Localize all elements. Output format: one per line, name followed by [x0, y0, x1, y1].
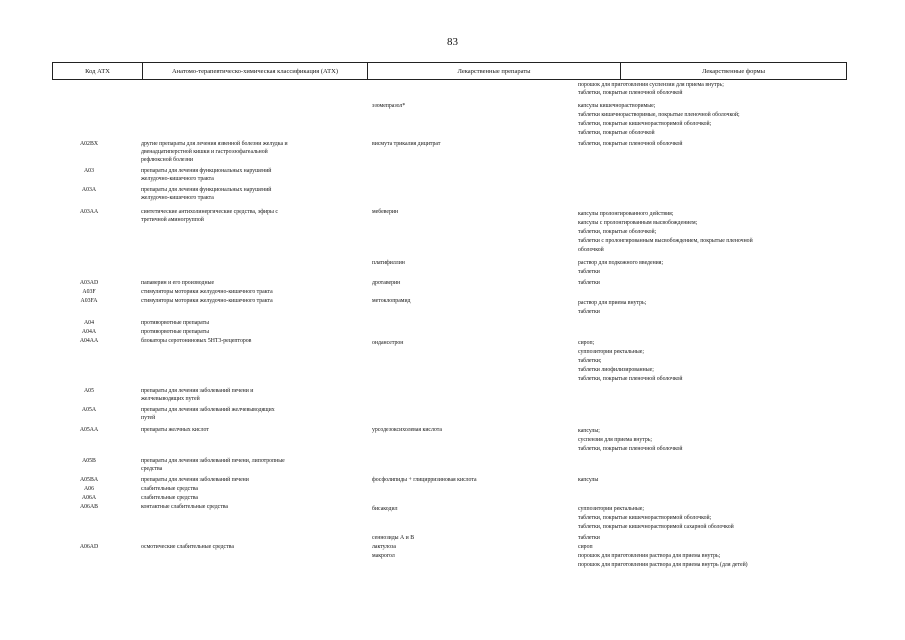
atc-code: A04AA	[79, 338, 99, 344]
atc-code: A03F	[82, 289, 96, 295]
form-line: таблетки с пролонгированным высвобождением, покрытые пленочной	[578, 238, 753, 244]
drug-name: урсодезоксихолевая кислота	[372, 427, 442, 433]
classification-line: блокаторы серотониновых 5HT3-рецепторов	[141, 338, 252, 344]
drug-name: висмута трикалия дицитрат	[372, 141, 441, 147]
drug-name: фосфолипиды + глицирризиновая кислота	[372, 477, 477, 483]
form-line: таблетки, покрытые оболочкой;	[578, 229, 657, 235]
atc-code: A02BX	[79, 141, 99, 147]
form-line: оболочкой	[578, 247, 604, 253]
classification-line: другие препараты для лечения язвенной болезни желудка и	[141, 141, 288, 147]
atc-code: A06	[84, 486, 94, 492]
atc-code: A03FA	[80, 298, 98, 304]
form-line: таблетки;	[578, 358, 602, 364]
drug-name: платифиллин	[372, 260, 405, 266]
form-line: сироп	[578, 544, 593, 550]
classification-line: противорвотные препараты	[141, 329, 210, 335]
form-line: таблетки, покрытые оболочкой	[578, 130, 655, 136]
classification-line: стимуляторы моторики желудочно-кишечного тракта	[141, 289, 273, 295]
classification-line: слабительные средства	[141, 495, 199, 501]
classification-line: препараты для лечения функциональных нарушений	[141, 168, 272, 174]
form-line: таблетки	[578, 269, 600, 275]
classification-line: папаверин и его производные	[141, 280, 215, 286]
classification-line: препараты для лечения заболеваний печени, липотропные	[141, 458, 285, 464]
atc-code: A05BA	[79, 477, 99, 483]
atc-code: A06AD	[79, 544, 99, 550]
header-forms: Лекарственные формы	[701, 67, 765, 75]
form-line: сироп;	[578, 340, 595, 346]
atc-code: A04	[84, 320, 94, 326]
atc-code: A03AA	[79, 209, 99, 215]
header-drugs: Лекарственные препараты	[368, 63, 621, 79]
form-line: раствор для приема внутрь;	[578, 300, 647, 306]
form-line: суппозитории ректальные;	[578, 506, 644, 512]
drug-name: лактулоза	[372, 544, 396, 550]
form-line: таблетки, покрытые пленочной оболочкой	[578, 446, 683, 452]
atc-code: A06A	[81, 495, 97, 501]
form-line: таблетки, покрытые кишечнорастворимой оболочкой;	[578, 121, 712, 127]
classification-line: противорвотные препараты	[141, 320, 210, 326]
form-line: капсулы;	[578, 428, 600, 434]
header-classification: Анатомо-терапевтическо-химическая классификация (АТХ)	[143, 63, 368, 79]
classification-line: двенадцатиперстной кишки и гастроэзофагеальной	[141, 149, 268, 155]
drug-name: мебеверин	[372, 209, 399, 215]
classification-line: препараты для лечения заболеваний печени и	[141, 388, 254, 394]
form-line: таблетки, покрытые кишечнорастворимой сахарной оболочкой	[578, 524, 734, 530]
classification-line: стимуляторы моторики желудочно-кишечного тракта	[141, 298, 273, 304]
classification-line: препараты для лечения функциональных нарушений	[141, 187, 272, 193]
table-header	[52, 62, 847, 80]
form-line: таблетки кишечнорастворимые, покрытые пленочной оболочкой;	[578, 112, 740, 118]
drug-name: бисакодил	[372, 506, 398, 512]
classification-line: осмотические слабительные средства	[141, 544, 234, 550]
form-line: таблетки, покрытые пленочной оболочкой	[578, 90, 683, 96]
form-line: таблетки лиофилизированные;	[578, 367, 654, 373]
atc-code: A03A	[81, 187, 97, 193]
atc-code: A04A	[81, 329, 97, 335]
drug-name: эзомепразол*	[372, 103, 406, 109]
drug-name: макрогол	[372, 553, 395, 559]
classification-line: препараты для лечения заболеваний печени	[141, 477, 249, 483]
drug-name: дротаверин	[372, 280, 401, 286]
form-line: раствор для подкожного введения;	[578, 260, 664, 266]
classification-line: рефлюксной болезни	[141, 157, 193, 163]
form-line: суспензия для приема внутрь;	[578, 437, 653, 443]
classification-line: путей	[141, 415, 156, 421]
atc-code: A03AD	[79, 280, 99, 286]
form-line: таблетки	[578, 280, 600, 286]
drug-name: сеннозиды А и В	[372, 535, 415, 541]
atc-code: A03	[84, 168, 94, 174]
classification-line: средства	[141, 466, 163, 472]
form-line: таблетки	[578, 309, 600, 315]
atc-code: A05B	[82, 458, 96, 464]
header-code: Код АТХ	[53, 63, 143, 79]
atc-code: A06AB	[79, 504, 99, 510]
form-line: таблетки, покрытые кишечнорастворимой оболочкой;	[578, 515, 712, 521]
classification-line: препараты для лечения заболеваний желчевыводящих	[141, 407, 275, 413]
form-line: таблетки, покрытые пленочной оболочкой	[578, 376, 683, 382]
classification-line: третичной аминогруппой	[141, 217, 204, 223]
drug-name: метоклопрамид	[372, 298, 411, 304]
atc-code: A05AA	[79, 427, 99, 433]
form-line: порошок для приготовления суспензии для приема внутрь;	[578, 82, 724, 88]
classification-line: желудочно-кишечного тракта	[141, 195, 214, 201]
atc-code: A05	[84, 388, 94, 394]
classification-line: желчевыводящих путей	[141, 396, 200, 402]
drug-name: ондансетрон	[372, 340, 404, 346]
form-line: таблетки	[578, 535, 600, 541]
form-line: суппозитории ректальные;	[578, 349, 644, 355]
classification-line: контактные слабительные средства	[141, 504, 229, 510]
atc-code: A05A	[81, 407, 97, 413]
form-line: капсулы	[578, 477, 599, 483]
classification-line: желудочно-кишечного тракта	[141, 176, 214, 182]
form-line: капсулы кишечнорастворимые;	[578, 103, 656, 109]
form-line: порошок для приготовления раствора для приема внутрь (для детей)	[578, 562, 748, 568]
form-line: таблетки, покрытые пленочной оболочкой	[578, 141, 683, 147]
classification-line: синтетические антихолинергические средства, эфиры с	[141, 209, 278, 215]
classification-line: слабительные средства	[141, 486, 199, 492]
form-line: порошок для приготовления раствора для приема внутрь;	[578, 553, 721, 559]
form-line: капсулы пролонгированного действия;	[578, 211, 674, 217]
classification-line: препараты желчных кислот	[141, 427, 209, 433]
form-line: капсулы с пролонгированным высвобождением;	[578, 220, 698, 226]
page-number: 83	[447, 36, 458, 48]
